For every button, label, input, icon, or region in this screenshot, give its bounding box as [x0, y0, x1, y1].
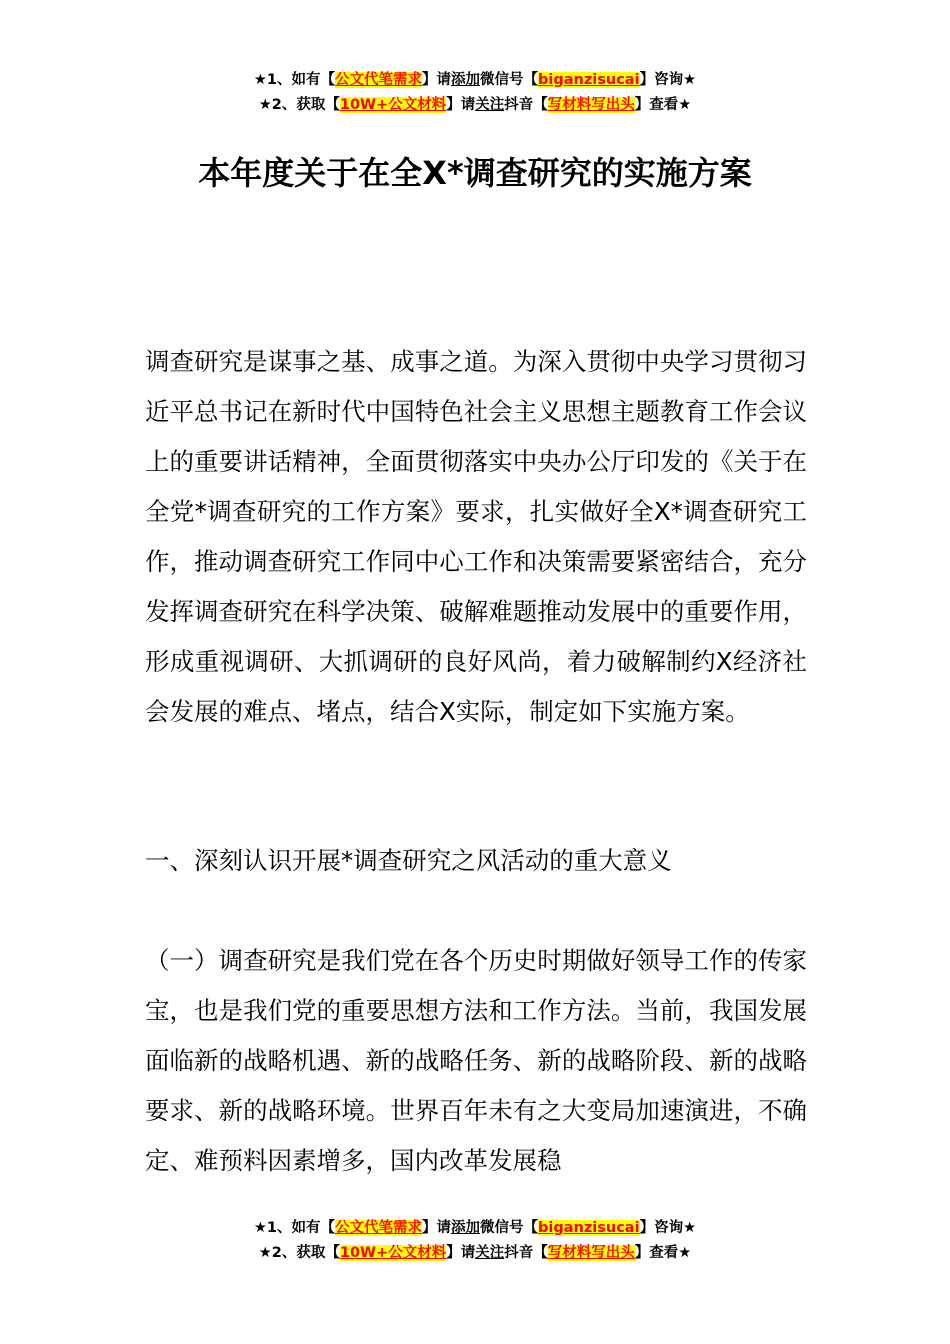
promo-text: 】咨询★: [639, 1220, 697, 1236]
promo-banner-top: [0, 68, 950, 118]
section-heading-1: 一、深刻认识开展*调查研究之风活动的重大意义: [145, 846, 672, 875]
promo-text: 】请: [422, 72, 452, 88]
promo-text: 】请: [446, 1245, 476, 1261]
promo-highlight: 公文代笔需求: [335, 72, 423, 88]
promo-text: 】请: [446, 97, 476, 113]
douyin-id-highlight: 写材料写出头: [547, 1245, 635, 1261]
promo-line-2: [0, 93, 950, 118]
promo-banner-bottom: [0, 1216, 950, 1266]
promo-text: 微信号【: [480, 72, 539, 88]
promo-text: 】查看★: [634, 1245, 692, 1261]
wechat-id-highlight: biganzisucai: [538, 72, 640, 88]
wechat-id-highlight: biganzisucai: [538, 1220, 640, 1236]
promo-text: 】咨询★: [639, 72, 697, 88]
promo-text: 】请: [422, 1220, 452, 1236]
promo-highlight: 10W+公文材料: [339, 1245, 447, 1261]
promo-text: 抖音【: [504, 1245, 548, 1261]
promo-underlined: 添加: [451, 72, 481, 88]
promo-text: ★2、获取【: [258, 1245, 340, 1261]
promo-line-1: [0, 1216, 950, 1241]
promo-line-2: [0, 1241, 950, 1266]
promo-text: ★2、获取【: [258, 97, 340, 113]
promo-line-1: [0, 68, 950, 93]
promo-underlined: 关注: [475, 1245, 505, 1261]
promo-text: ★1、如有【: [253, 1220, 336, 1236]
intro-paragraph: 调查研究是谋事之基、成事之道。为深入贯彻中央学习贯彻习近平总书记在新时代中国特色社会主义思想主题教育工作会议上的重要讲话精神，全面贯彻落实中央办公厅印发的《关于在全党*调查研究的工作方案》要求，扎实做好全X*调查研究工作，推动调查研究工作同中心工作和决策需要紧密结合，充分发挥调查研究在科学决策、破解难题推动发展中的重要作用，形成重视调研、大抓调研的良好风尚，着力破解制约X经济社会发展的难点、堵点，结合X实际，制定如下实施方案。: [145, 347, 807, 726]
promo-highlight: 10W+公文材料: [339, 97, 447, 113]
promo-text: 抖音【: [504, 97, 548, 113]
promo-text: ★1、如有【: [253, 72, 336, 88]
promo-text: 微信号【: [480, 1220, 539, 1236]
promo-underlined: 添加: [451, 1220, 481, 1236]
promo-highlight: 公文代笔需求: [335, 1220, 423, 1236]
douyin-id-highlight: 写材料写出头: [547, 97, 635, 113]
promo-underlined: 关注: [475, 97, 505, 113]
section-paragraph-1: （一）调查研究是我们党在各个历史时期做好领导工作的传家宝，也是我们党的重要思想方法和工作方法。当前，我国发展面临新的战略机遇、新的战略任务、新的战略阶段、新的战略要求、新的战略环境。世界百年未有之大变局加速演进，不确定、难预料因素增多，国内改革发展稳: [145, 946, 807, 1175]
promo-text: 】查看★: [634, 97, 692, 113]
document-title: 本年度关于在全X*调查研究的实施方案: [198, 154, 752, 192]
